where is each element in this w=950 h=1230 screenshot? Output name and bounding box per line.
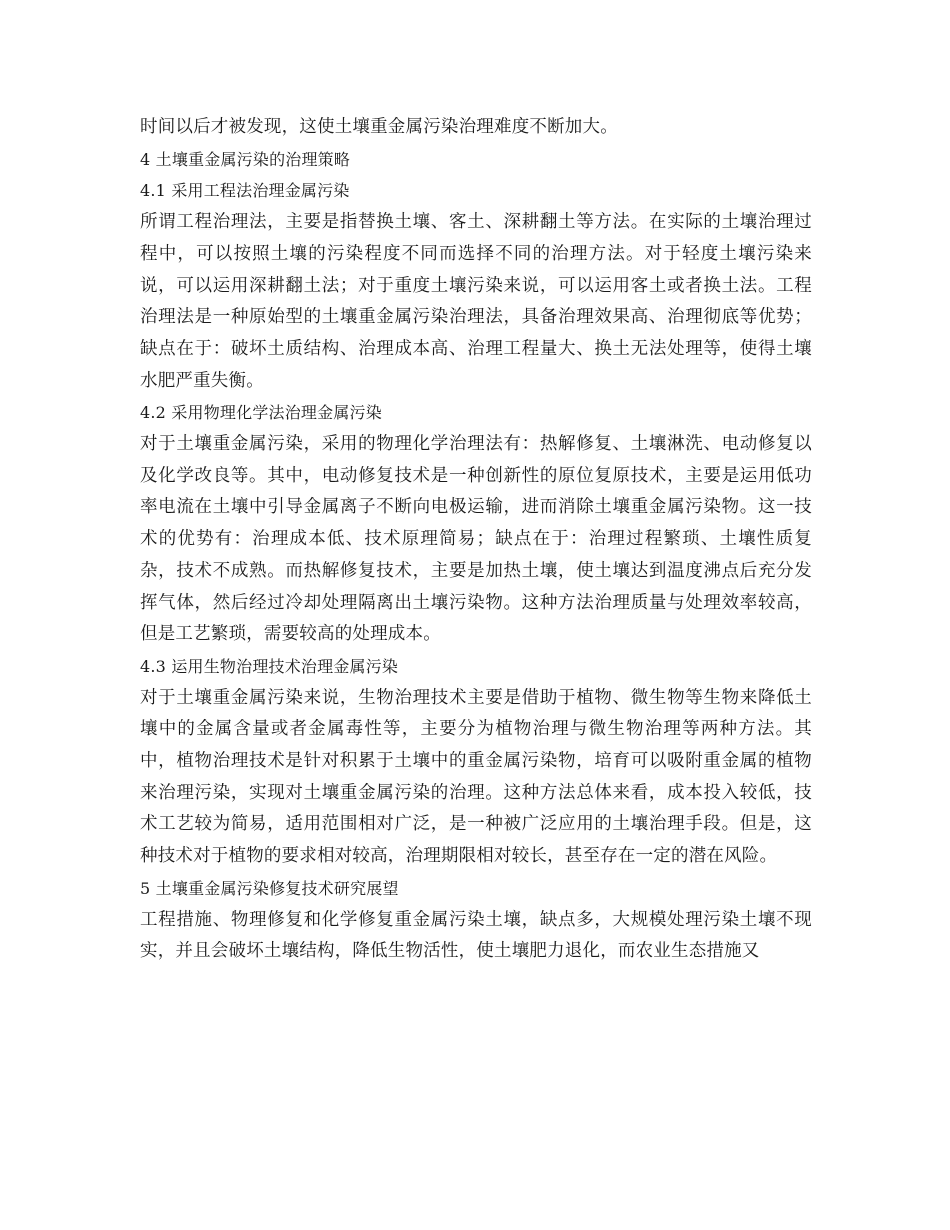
paragraph-engineering-method: 所谓工程治理法，主要是指替换土壤、客土、深耕翻土等方法。在实际的土壤治理过程中，可以按照土壤的污染程度不同而选择不同的治理方法。对于轻度土壤污染来说，可以运用深耕翻土法；对于重度土壤污染来说，可以运用客土或者换土法。工程治理法是一种原始型的土壤重金属污染治理法，具备治理效果高、治理彻底等优势；缺点在于：破坏土质结构、治理成本高、治理工程量大、换土无法处理等，使得土壤水肥严重失衡。 <box>140 212 812 391</box>
subsection-heading-4-3: 4.3 运用生物治理技术治理金属污染 <box>140 656 399 676</box>
section-heading-4: 4 土壤重金属污染的治理策略 <box>140 149 351 169</box>
paragraph-physicochemical-method: 对于土壤重金属污染，采用的物理化学治理法有：热解修复、土壤淋洗、电动修复以及化学改良等。其中，电动修复技术是一种创新性的原位复原技术，主要是运用低功率电流在土壤中引导金属离子不断向电极运输，进而消除土壤重金属污染物。这一技术的优势有：治理成本低、技术原理简易；缺点在于：治理过程繁琐、土壤性质复杂，技术不成熟。而热解修复技术，主要是加热土壤，使土壤达到温度沸点后充分发挥气体，然后经过冷却处理隔离出土壤污染物。这种方法治理质量与处理效率较高，但是工艺繁琐，需要较高的处理成本。 <box>140 434 812 645</box>
paragraph-continuation: 时间以后才被发现，这使土壤重金属污染治理难度不断加大。 <box>140 117 618 137</box>
paragraph-biological-method: 对于土壤重金属污染来说，生物治理技术主要是借助于植物、微生物等生物来降低土壤中的金属含量或者金属毒性等，主要分为植物治理与微生物治理等两种方法。其中，植物治理技术是针对积累于土壤中的重金属污染物，培育可以吸附重金属的植物来治理污染，实现对土壤重金属污染的治理。这种方法总体来看，成本投入较低，技术工艺较为简易，适用范围相对广泛，是一种被广泛应用的土壤治理手段。但是，这种技术对于植物的要求相对较高，治理期限相对较长，甚至存在一定的潜在风险。 <box>140 687 812 867</box>
section-heading-5: 5 土壤重金属污染修复技术研究展望 <box>140 878 399 898</box>
paragraph-outlook: 工程措施、物理修复和化学修复重金属污染土壤，缺点多，大规模处理污染土壤不现实，并且会破坏土壤结构，降低生物活性，使土壤肥力退化，而农业生态措施又 <box>140 909 812 962</box>
subsection-heading-4-2: 4.2 采用物理化学法治理金属污染 <box>140 403 382 423</box>
subsection-heading-4-1: 4.1 采用工程法治理金属污染 <box>140 181 350 201</box>
document-body <box>140 112 812 968</box>
